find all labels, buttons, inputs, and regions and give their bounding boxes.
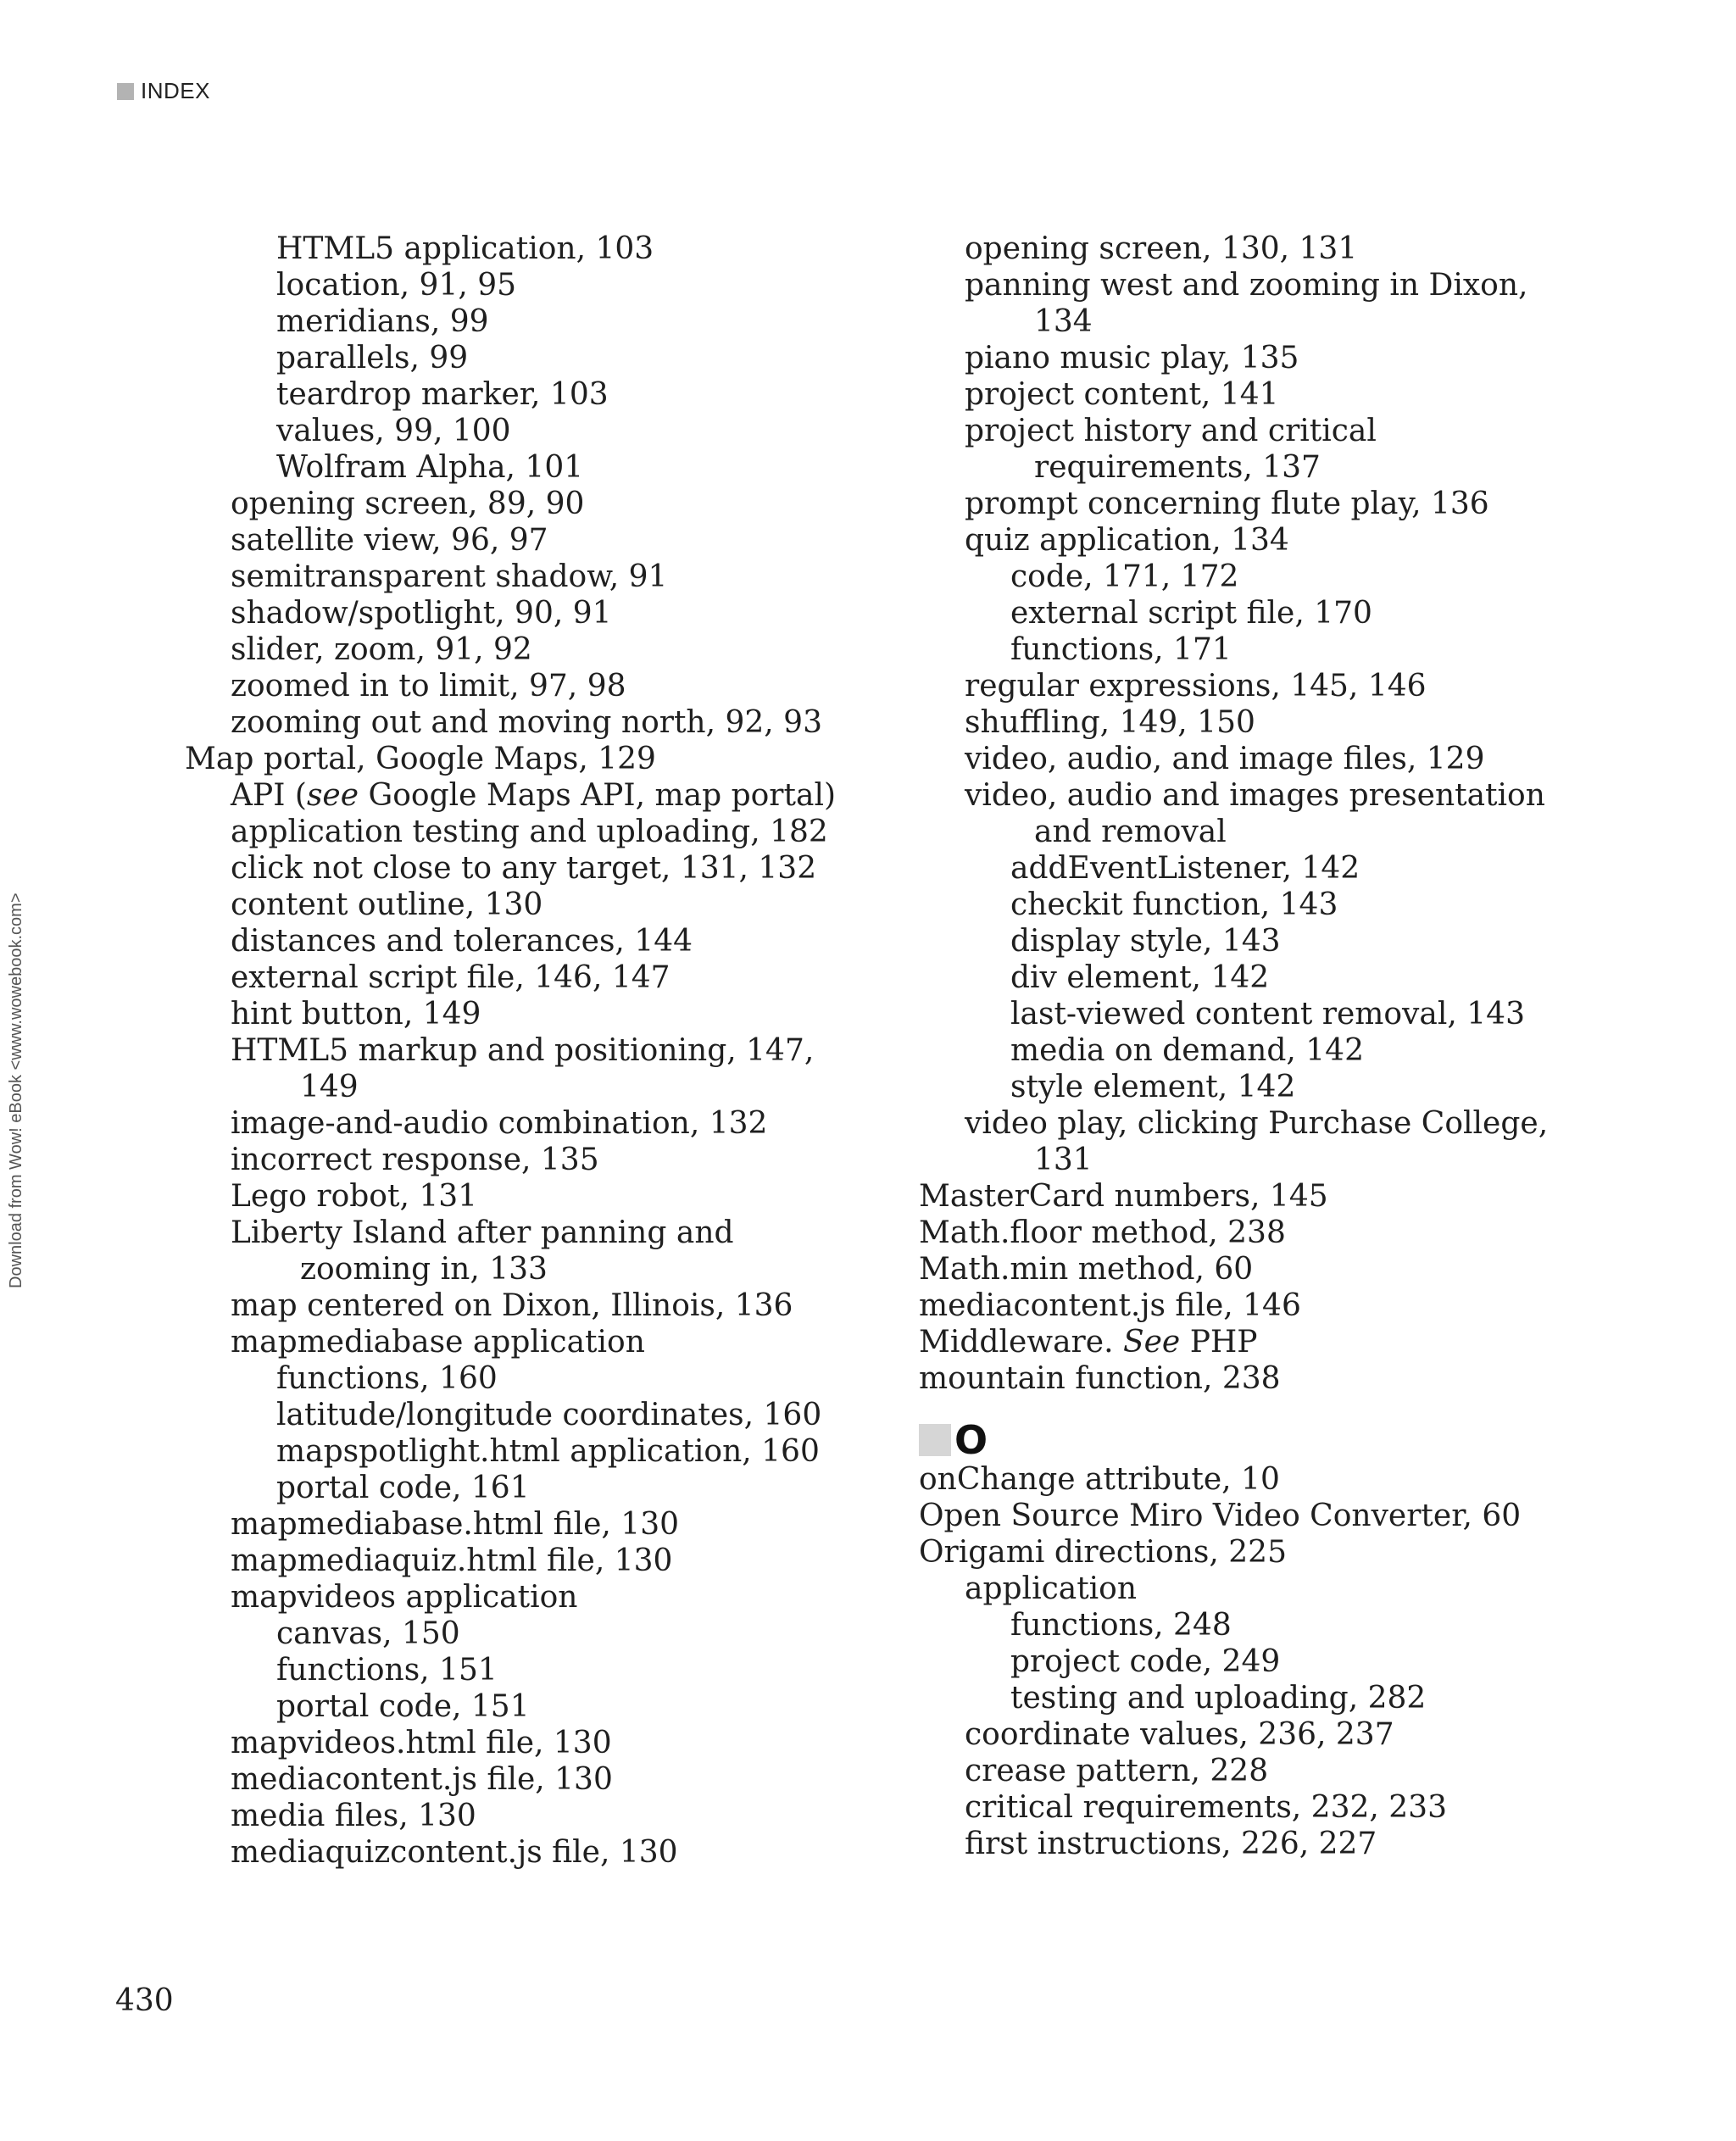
index-entry-text: testing and uploading, 282 xyxy=(1010,1681,1427,1716)
index-entry xyxy=(185,267,829,303)
index-entry-text: functions, 151 xyxy=(276,1653,498,1688)
index-entry-text: 134 xyxy=(1034,304,1093,339)
index-entry-text: checkit function, 143 xyxy=(1010,887,1338,922)
index-entry xyxy=(185,1215,829,1251)
index-entry-text: portal code, 161 xyxy=(276,1471,530,1505)
index-entry xyxy=(919,1789,1597,1826)
index-entry-text: Origami directions, 225 xyxy=(919,1535,1287,1570)
index-entry-text: shuffling, 149, 150 xyxy=(965,705,1255,740)
index-entry-text: semitransparent shadow, 91 xyxy=(231,559,668,594)
index-entry-text-after: Google Maps API, map portal) xyxy=(359,778,837,813)
index-entry xyxy=(919,1534,1597,1571)
index-entry-text: content outline, 130 xyxy=(231,887,543,922)
index-entry xyxy=(919,1324,1597,1360)
index-entry xyxy=(919,668,1597,704)
index-entry-text: regular expressions, 145, 146 xyxy=(965,669,1427,703)
index-entry xyxy=(185,449,829,486)
section-letter: O xyxy=(954,1417,988,1463)
running-head-square-icon xyxy=(117,83,134,100)
index-entry xyxy=(919,887,1597,923)
index-entry-text: crease pattern, 228 xyxy=(965,1754,1269,1788)
index-entry-text: distances and tolerances, 144 xyxy=(231,924,693,959)
section-square-icon xyxy=(919,1424,951,1456)
index-entry-text: coordinate values, 236, 237 xyxy=(965,1717,1394,1752)
index-entry xyxy=(919,1607,1597,1643)
index-entry-text: HTML5 application, 103 xyxy=(276,231,654,266)
index-entry xyxy=(185,340,829,376)
index-entry xyxy=(919,631,1597,668)
index-entry xyxy=(185,1725,829,1761)
index-entry xyxy=(185,1652,829,1688)
index-entry-text: mediacontent.js file, 146 xyxy=(919,1288,1301,1323)
index-entry xyxy=(919,267,1597,303)
index-entry-text: piano music play, 135 xyxy=(965,341,1299,375)
index-entry-text: opening screen, 130, 131 xyxy=(965,231,1358,266)
index-entry-text: media on demand, 142 xyxy=(1010,1033,1364,1068)
running-head xyxy=(117,78,210,104)
side-watermark: Download from Wow! eBook <www.wowebook.com> xyxy=(7,893,25,1288)
index-entry xyxy=(185,1761,829,1798)
index-entry xyxy=(185,631,829,668)
index-entry-text: div element, 142 xyxy=(1010,960,1270,995)
index-entry xyxy=(185,777,837,814)
index-entry-text: video play, clicking Purchase College, xyxy=(965,1106,1549,1141)
index-entry xyxy=(185,1543,829,1579)
index-entry xyxy=(919,923,1597,959)
index-entry-text: Wolfram Alpha, 101 xyxy=(276,450,584,485)
index-entry xyxy=(919,959,1597,996)
index-entry xyxy=(185,1579,829,1615)
index-entry xyxy=(185,1688,829,1725)
index-entry xyxy=(919,376,1597,413)
index-entry-continuation xyxy=(185,1251,829,1287)
index-entry-text: 149 xyxy=(300,1070,359,1104)
index-entry xyxy=(919,595,1597,631)
index-entry-text-after: PHP xyxy=(1180,1325,1258,1360)
index-entry xyxy=(185,303,829,340)
index-cross-reference: see xyxy=(306,778,359,813)
index-entry-text: location, 91, 95 xyxy=(276,268,517,303)
index-cross-reference: See xyxy=(1122,1325,1181,1360)
index-entry-text: image-and-audio combination, 132 xyxy=(231,1106,768,1141)
index-entry xyxy=(185,376,829,413)
index-entry-continuation xyxy=(919,303,1597,340)
index-entry xyxy=(919,850,1597,887)
index-entry xyxy=(919,340,1597,376)
index-entry-text: parallels, 99 xyxy=(276,341,469,375)
index-entry-text: and removal xyxy=(1034,815,1227,849)
index-entry-text: satellite view, 96, 97 xyxy=(231,523,548,558)
index-entry-text: Math.floor method, 238 xyxy=(919,1215,1286,1250)
index-entry xyxy=(919,559,1597,595)
index-entry xyxy=(919,1360,1597,1397)
index-entry-text: style element, 142 xyxy=(1010,1070,1296,1104)
index-entry xyxy=(185,850,829,887)
page-number: 430 xyxy=(115,1983,174,2018)
index-entry-text: mapmediabase.html file, 130 xyxy=(231,1507,680,1542)
index-entry xyxy=(919,741,1597,777)
index-entry-text: functions, 248 xyxy=(1010,1608,1232,1643)
index-entry xyxy=(185,1470,829,1506)
index-entry xyxy=(185,668,829,704)
index-entry-text: Math.min method, 60 xyxy=(919,1252,1254,1287)
index-entry-text: functions, 160 xyxy=(276,1361,498,1396)
index-entry-text: media files, 130 xyxy=(231,1799,476,1833)
index-entry-text: external script file, 170 xyxy=(1010,596,1372,631)
index-entry-text: latitude/longitude coordinates, 160 xyxy=(276,1398,822,1432)
running-head-label: INDEX xyxy=(141,78,210,103)
index-entry xyxy=(185,741,829,777)
index-entry xyxy=(185,1105,829,1142)
index-entry-text: mountain function, 238 xyxy=(919,1361,1281,1396)
index-entry xyxy=(185,1178,829,1215)
index-entry xyxy=(185,1615,829,1652)
index-entry xyxy=(185,704,829,741)
index-entry-text: incorrect response, 135 xyxy=(231,1143,599,1177)
index-entry-text: click not close to any target, 131, 132 xyxy=(231,851,817,886)
index-entry-text: Lego robot, 131 xyxy=(231,1179,478,1214)
index-entry-text: mapmediabase application xyxy=(231,1325,645,1360)
index-entry-text: application xyxy=(965,1571,1138,1606)
index-entry xyxy=(185,595,829,631)
index-entry xyxy=(919,1498,1597,1534)
index-column-left xyxy=(185,231,837,1871)
index-entry-text: opening screen, 89, 90 xyxy=(231,487,585,521)
index-entry-text: portal code, 151 xyxy=(276,1689,530,1724)
index-entry xyxy=(185,1287,829,1324)
index-entry-continuation xyxy=(919,449,1597,486)
index-entry-text: 131 xyxy=(1034,1143,1093,1177)
index-entry xyxy=(919,704,1597,741)
index-entry-text: teardrop marker, 103 xyxy=(276,377,609,412)
index-entry-text: shadow/spotlight, 90, 91 xyxy=(231,596,612,631)
index-entry xyxy=(919,1753,1597,1789)
index-entry-text: addEventListener, 142 xyxy=(1010,851,1360,886)
index-entry-text: external script file, 146, 147 xyxy=(231,960,670,995)
index-entry-continuation xyxy=(919,1142,1597,1178)
index-entry-text: project code, 249 xyxy=(1010,1644,1281,1679)
index-entry xyxy=(919,1716,1597,1753)
index-entry xyxy=(919,777,1597,814)
index-entry-text: Map portal, Google Maps, 129 xyxy=(185,742,656,776)
index-entry xyxy=(185,1798,829,1834)
index-entry xyxy=(919,1826,1597,1862)
index-entry-text: first instructions, 226, 227 xyxy=(965,1827,1377,1861)
index-entry xyxy=(919,1643,1597,1680)
index-entry xyxy=(185,1360,829,1397)
index-entry xyxy=(185,1324,829,1360)
index-entry-text: mapvideos.html file, 130 xyxy=(231,1726,612,1760)
index-entry-text: mapspotlight.html application, 160 xyxy=(276,1434,820,1469)
index-entry xyxy=(919,1571,1597,1607)
index-entry-text: mediaquizcontent.js file, 130 xyxy=(231,1835,678,1870)
index-entry xyxy=(185,923,829,959)
index-entry xyxy=(185,1032,829,1069)
index-entry xyxy=(185,1142,829,1178)
index-entry-text: project content, 141 xyxy=(965,377,1279,412)
index-entry-text: onChange attribute, 10 xyxy=(919,1462,1280,1497)
index-entry-text: code, 171, 172 xyxy=(1010,559,1239,594)
index-entry xyxy=(919,1287,1597,1324)
index-entry-text: slider, zoom, 91, 92 xyxy=(231,632,532,667)
index-entry xyxy=(185,522,829,559)
index-entry-text: zooming out and moving north, 92, 93 xyxy=(231,705,822,740)
index-entry-text: critical requirements, 232, 233 xyxy=(965,1790,1447,1825)
index-entry-text: requirements, 137 xyxy=(1034,450,1321,485)
index-entry-text: prompt concerning flute play, 136 xyxy=(965,487,1489,521)
index-entry-text: application testing and uploading, 182 xyxy=(231,815,828,849)
index-entry xyxy=(919,1251,1597,1287)
index-entry xyxy=(919,1069,1597,1105)
index-entry xyxy=(919,522,1597,559)
index-entry-text: last-viewed content removal, 143 xyxy=(1010,997,1525,1032)
index-entry xyxy=(919,1105,1597,1142)
index-entry-text: quiz application, 134 xyxy=(965,523,1289,558)
index-entry xyxy=(185,959,829,996)
index-entry xyxy=(919,486,1597,522)
index-entry-text: functions, 171 xyxy=(1010,632,1232,667)
index-entry xyxy=(919,996,1597,1032)
index-entry-text: video, audio and images presentation xyxy=(965,778,1545,813)
index-entry-continuation xyxy=(185,1069,829,1105)
index-entry-text: values, 99, 100 xyxy=(276,414,511,448)
index-entry xyxy=(185,996,829,1032)
index-entry-text: panning west and zooming in Dixon, xyxy=(965,268,1528,303)
index-entry-text: Open Source Miro Video Converter, 60 xyxy=(919,1499,1522,1533)
index-entry-text: MasterCard numbers, 145 xyxy=(919,1179,1328,1214)
index-entry xyxy=(185,1433,829,1470)
index-entry xyxy=(919,413,1597,449)
index-entry xyxy=(919,1215,1597,1251)
index-entry xyxy=(185,413,829,449)
index-entry xyxy=(919,231,1597,267)
index-entry-text: zoomed in to limit, 97, 98 xyxy=(231,669,626,703)
index-entry-continuation xyxy=(919,814,1597,850)
index-entry xyxy=(185,814,829,850)
index-entry xyxy=(919,1178,1597,1215)
index-entry xyxy=(185,1834,829,1871)
index-entry-text: project history and critical xyxy=(965,414,1377,448)
index-entry xyxy=(919,1461,1597,1498)
index-column-right xyxy=(919,231,1597,1862)
index-entry-text: canvas, 150 xyxy=(276,1616,460,1651)
index-entry xyxy=(185,559,829,595)
index-entry-text: video, audio, and image files, 129 xyxy=(965,742,1485,776)
index-entry xyxy=(185,1397,829,1433)
index-entry xyxy=(919,1032,1597,1069)
index-entry-text: API ( xyxy=(231,778,307,813)
index-entry-text: mapmediaquiz.html file, 130 xyxy=(231,1543,673,1578)
index-entry-text: Liberty Island after panning and xyxy=(231,1215,734,1250)
index-entry-text: HTML5 markup and positioning, 147, xyxy=(231,1033,815,1068)
index-entry xyxy=(185,887,829,923)
section-heading xyxy=(919,1419,1597,1461)
index-entry-text: map centered on Dixon, Illinois, 136 xyxy=(231,1288,793,1323)
index-entry-text: mapvideos application xyxy=(231,1580,578,1615)
index-entry-text: zooming in, 133 xyxy=(300,1252,548,1287)
index-entry-text: meridians, 99 xyxy=(276,304,489,339)
index-entry xyxy=(185,1506,829,1543)
index-entry xyxy=(919,1680,1597,1716)
index-entry-text: hint button, 149 xyxy=(231,997,481,1032)
index-entry-text: Middleware. xyxy=(919,1325,1123,1360)
index-entry xyxy=(185,231,829,267)
index-entry-text: display style, 143 xyxy=(1010,924,1281,959)
index-entry xyxy=(185,486,829,522)
index-entry-text: mediacontent.js file, 130 xyxy=(231,1762,613,1797)
